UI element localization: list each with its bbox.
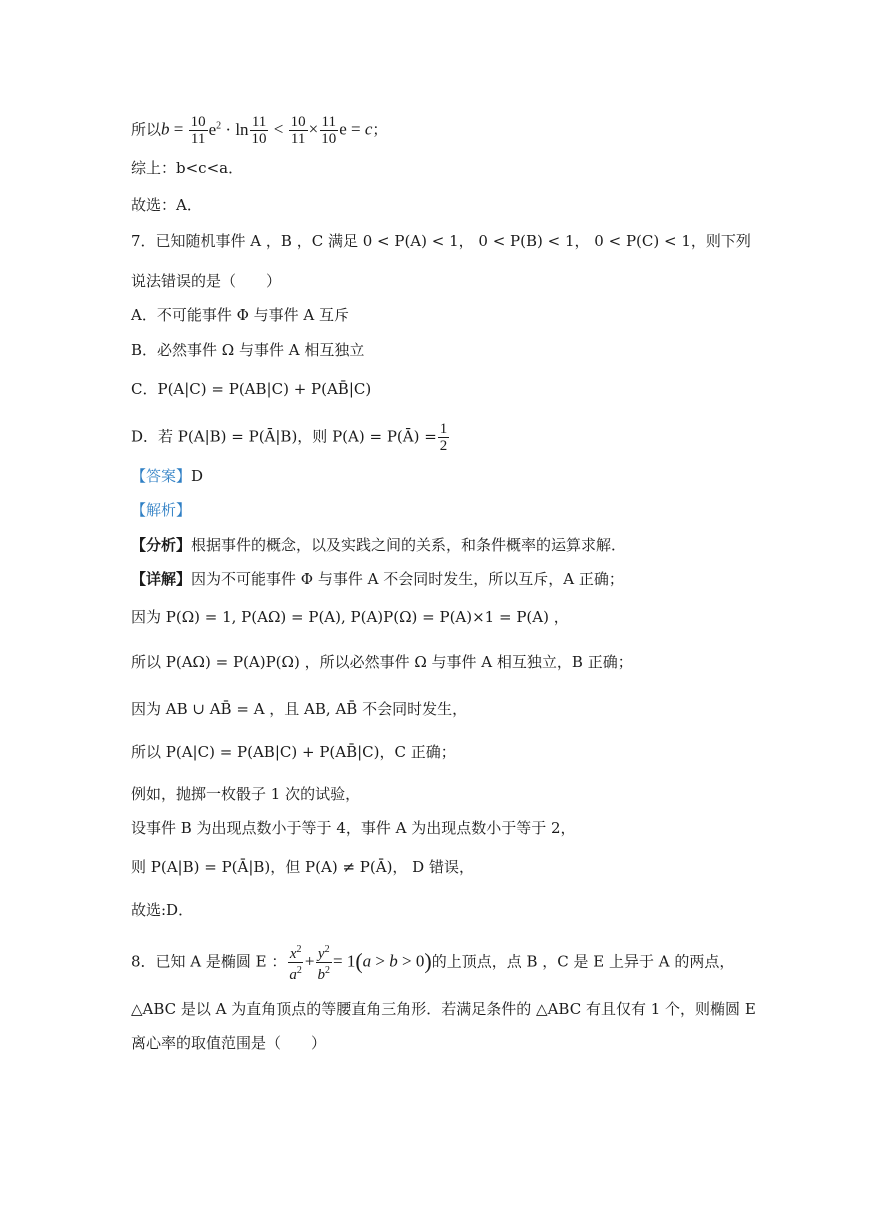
fenxi-line (131, 534, 626, 556)
answer-tag: 【答案】 (131, 467, 192, 485)
solution-line-5: 例如，抛掷一枚骰子 1 次的试验， (131, 785, 361, 803)
question-7-stem-cont: 说法错误的是（ ） (131, 272, 282, 290)
solution-line-3: 因为 AB ∪ AB̄ = A ，且 AB, AB̄ 不会同时发生， (131, 700, 468, 718)
solution-line-6: 设事件 B 为出现点数小于等于 4，事件 A 为出现点数小于等于 2， (131, 819, 576, 837)
answer-line (131, 465, 203, 487)
fenxi-tag: 【分析】 (131, 536, 192, 554)
choice-line-6: 故选：A． (131, 196, 202, 214)
solution-line-1: 因为 P(Ω) = 1, P(AΩ) = P(A), P(A)P(Ω) = P(A)×1 = P(A) ， (131, 608, 569, 626)
solution-line-8: 故选:D． (131, 901, 194, 919)
option-d-text: D．若 P(A|B) = P(Ā|B)，则 P(A) = P(Ā) = (131, 427, 437, 446)
xiangjie-tag: 【详解】 (131, 570, 192, 588)
line-suffix: ； (372, 120, 388, 139)
derivation-line-1: 所以b = $\frac{10}{11}$ $e^2 \cdot \ln$ $\frac{11}{10}$ < $\frac{10}{11}$ × $\frac{11}{10}$ e = c； (131, 114, 388, 147)
question-8-stem-cont: △ABC 是以 A 为直角顶点的等腰直角三角形．若满足条件的 △ABC 有且仅有 1 个，则椭圆 E (131, 1000, 756, 1018)
line-prefix: 所以 (131, 120, 162, 139)
xiangjie-line (131, 568, 624, 590)
option-d: D．若 P(A|B) = P(Ā|B)，则 P(A) = P(Ā) = $\frac{1}{2}$ (131, 421, 448, 454)
question-8-stem: 8．已知 A 是椭圆 E ： $\frac{x^2}{a^2}$ + $\frac{y^2}{b^2}$ = 1(a > b > 0)的上顶点，点 B ，C 是 E 上异于 A 的两点， (131, 944, 735, 983)
option-b: B．必然事件 Ω 与事件 A 相互独立 (131, 341, 365, 359)
solution-line-4: 所以 P(A|C) = P(AB|C) + P(AB̄|C)，C 正确； (131, 743, 456, 761)
solution-line-7: 则 P(A|B) = P(Ā|B)，但 P(A) ≠ P(Ā)， D 错误， (131, 858, 474, 876)
answer-value: D (191, 467, 204, 485)
q8-suffix: 的上顶点，点 B ，C 是 E 上异于 A 的两点， (431, 952, 735, 971)
fenxi-text: 根据事件的概念，以及实践之间的关系，和条件概率的运算求解． (191, 536, 627, 554)
question-8-stem-end: 离心率的取值范围是（ ） (131, 1034, 327, 1052)
option-c: C．P(A|C) = P(AB|C) + P(AB̄|C) (131, 380, 372, 398)
q8-prefix: 8．已知 A 是椭圆 E ： (131, 952, 287, 971)
xiangjie-text: 因为不可能事件 Φ 与事件 A 不会同时发生，所以互斥，A 正确； (191, 570, 624, 588)
question-7-stem: 7．已知随机事件 A ，B ，C 满足 0 < P(A) < 1， 0 < P(B) < 1， 0 < P(C) < 1，则下列 (131, 232, 751, 250)
analysis-tag: 【解析】 (131, 501, 192, 519)
solution-line-2: 所以 P(AΩ) = P(A)P(Ω) ，所以必然事件 Ω 与事件 A 相互独立，B 正确； (131, 653, 633, 671)
summary-line: 综上：b<c<a． (131, 159, 244, 177)
option-a: A．不可能事件 Φ 与事件 A 互斥 (131, 306, 350, 324)
